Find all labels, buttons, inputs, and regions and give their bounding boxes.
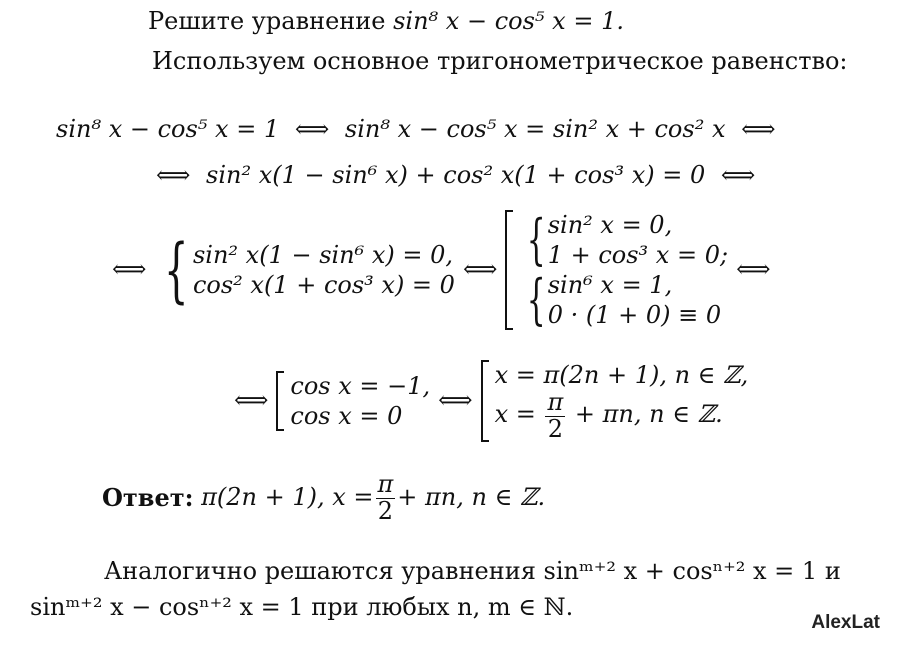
set-1 [276,371,430,431]
problem-equation: sin⁸ x − cos⁵ x = 1. [393,7,624,35]
bracket-icon [276,371,284,431]
iff-symbol: ⟺ [741,115,776,143]
fraction-numerator: π [547,388,564,417]
bracket-icon [505,210,513,330]
fraction [545,390,565,441]
step1-rhs: sin⁸ x − cos⁵ x = sin² x + cos² x [344,115,726,143]
system-1 [154,229,455,311]
set-of-systems [505,210,728,330]
note-line-2: sinᵐ⁺² x − cosⁿ⁺² x = 1 при любых n, m ∈ ℕ. [30,593,574,621]
iff-symbol: ⟺ [156,161,191,189]
system-row: cos² x(1 + cos³ x) = 0 [192,271,455,299]
step2-expr: sin² x(1 − sin⁶ x) + cos² x(1 + cos³ x) = 0 [206,161,706,189]
iff-symbol: ⟺ [438,386,473,415]
set-2 [481,360,749,441]
subsystem-row: sin⁶ x = 1, [547,271,673,299]
subsystem-row: 0 · (1 + 0) ≡ 0 [547,301,722,329]
set-row-prefix: x = [494,400,536,429]
set-row [495,390,749,441]
step4 [226,358,748,444]
step1 [56,116,784,144]
iff-symbol: ⟺ [720,161,756,189]
set-row: cos x = −1, [290,372,431,400]
system-row: sin² x(1 − sin⁶ x) = 0, [192,241,454,269]
iff-symbol: ⟺ [462,255,498,284]
answer [102,470,545,526]
fraction-denominator: 2 [547,414,564,443]
subsystem-row: 1 + cos³ x = 0; [547,241,729,269]
iff-symbol: ⟺ [234,386,269,415]
bracket-icon [481,360,489,441]
watermark: AlexLat [811,612,880,633]
method-text: Используем основное тригонометрическое равенство: [152,47,848,75]
subsystem-row: sin² x = 0, [547,211,673,239]
note-line-1: Аналогично решаются уравнения sinᵐ⁺² x + cosⁿ⁺² x = 1 и [104,557,841,585]
step1-lhs: sin⁸ x − cos⁵ x = 1 [56,115,280,143]
answer-part1: π(2n + 1), x = [201,483,374,512]
fraction-numerator: π [377,470,394,499]
iff-symbol: ⟺ [294,115,330,143]
problem-prefix: Решите уравнение [148,7,386,35]
set-row: cos x = 0 [290,402,403,430]
set-row: x = π(2n + 1), n ∈ ℤ, [494,361,749,390]
problem-statement [148,8,624,36]
brace-icon: { [527,208,546,271]
step3 [104,202,778,338]
iff-symbol: ⟺ [736,255,771,284]
set-row-suffix: + πn, n ∈ ℤ. [574,400,723,429]
iff-symbol: ⟺ [112,255,147,284]
fraction-denominator: 2 [377,496,394,525]
brace-icon: { [164,229,189,311]
step2 [148,162,763,190]
answer-label: Ответ: [102,483,194,513]
brace-icon: { [527,268,546,331]
answer-part2: + πn, n ∈ ℤ. [397,483,546,512]
fraction [376,472,396,523]
